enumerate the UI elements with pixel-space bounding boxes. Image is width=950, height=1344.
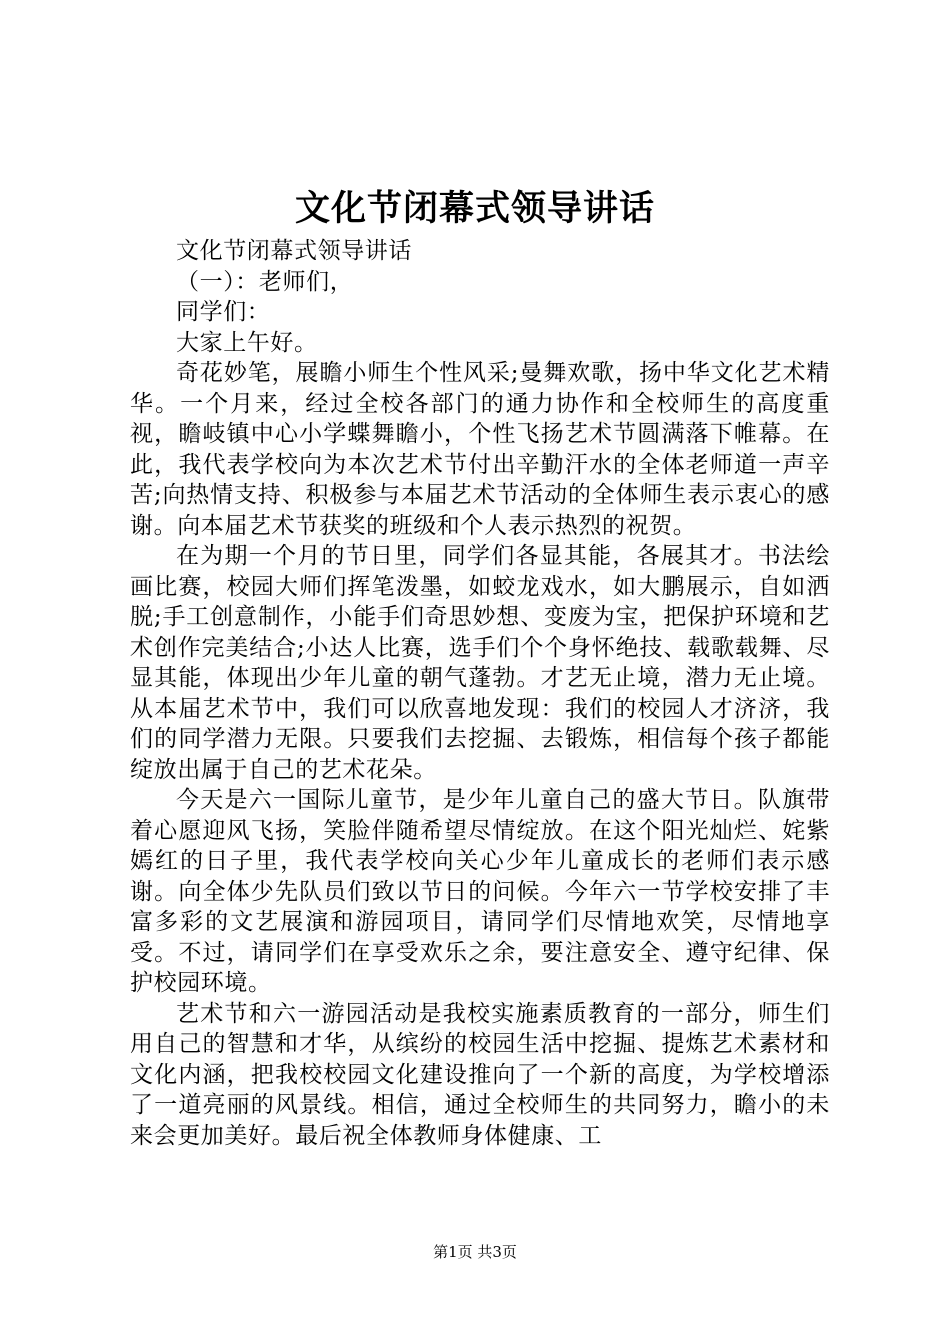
paragraph: 艺术节和六一游园活动是我校实施素质教育的一部分，师生们用自己的智慧和才华，从缤纷的校园生活中挖掘、提炼艺术素材和文化内涵，把我校校园文化建设推向了一个新的高度，为学校增添了一道亮丽的风景线。相信，通过全校师生的共同努力，瞻小的未来会更加美好。最后祝全体教师身体健康、工	[130, 1000, 830, 1149]
paragraph: （一）：老师们，	[176, 268, 354, 295]
document-title: 文化节闭幕式领导讲话	[294, 188, 655, 229]
paragraph: 在为期一个月的节日里，同学们各显其能，各展其才。书法绘画比赛，校园大师们挥笔泼墨，如蛟龙戏水，如大鹏展示，自如洒脱;手工创意制作，小能手们奇思妙想、变废为宝，把保护环境和艺术创作完美结合;小达人比赛，选手们个个身怀绝技、载歌载舞、尽显其能，体现出少年儿童的朝气蓬勃。才艺无止境，潜力无止境。从本届艺术节中，我们可以欣喜地发现：我们的校园人才济济，我们的同学潜力无限。只要我们去挖掘、去锻炼，相信每个孩子都能绽放出属于自己的艺术花朵。	[130, 543, 830, 783]
paragraph: 大家上午好。	[176, 329, 318, 356]
paragraph: 同学们：	[176, 299, 271, 325]
page-footer: 第1页 共3页	[433, 1243, 517, 1261]
paragraph: 奇花妙笔，展瞻小师生个性风采;曼舞欢歌，扬中华文化艺术精华。一个月来，经过全校各部门的通力协作和全校师生的高度重视，瞻岐镇中心小学蝶舞瞻小，个性飞扬艺术节圆满落下帷幕。在此，我代表学校向为本次艺术节付出辛勤汗水的全体老师道一声辛苦;向热情支持、积极参与本届艺术节活动的全体师生表示衷心的感谢。向本届艺术节获奖的班级和个人表示热烈的祝贺。	[130, 360, 830, 539]
paragraph: 今天是六一国际儿童节，是少年儿童自己的盛大节日。队旗带着心愿迎风飞扬，笑脸伴随希望尽情绽放。在这个阳光灿烂、姹紫嫣红的日子里，我代表学校向关心少年儿童成长的老师们表示感谢。向全体少先队员们致以节日的问候。今年六一节学校安排了丰富多彩的文艺展演和游园项目，请同学们尽情地欢笑，尽情地享受。不过，请同学们在享受欢乐之余，要注意安全、遵守纪律、保护校园环境。	[130, 787, 830, 996]
document-body	[130, 236, 830, 1151]
paragraph: 文化节闭幕式领导讲话	[176, 238, 412, 264]
